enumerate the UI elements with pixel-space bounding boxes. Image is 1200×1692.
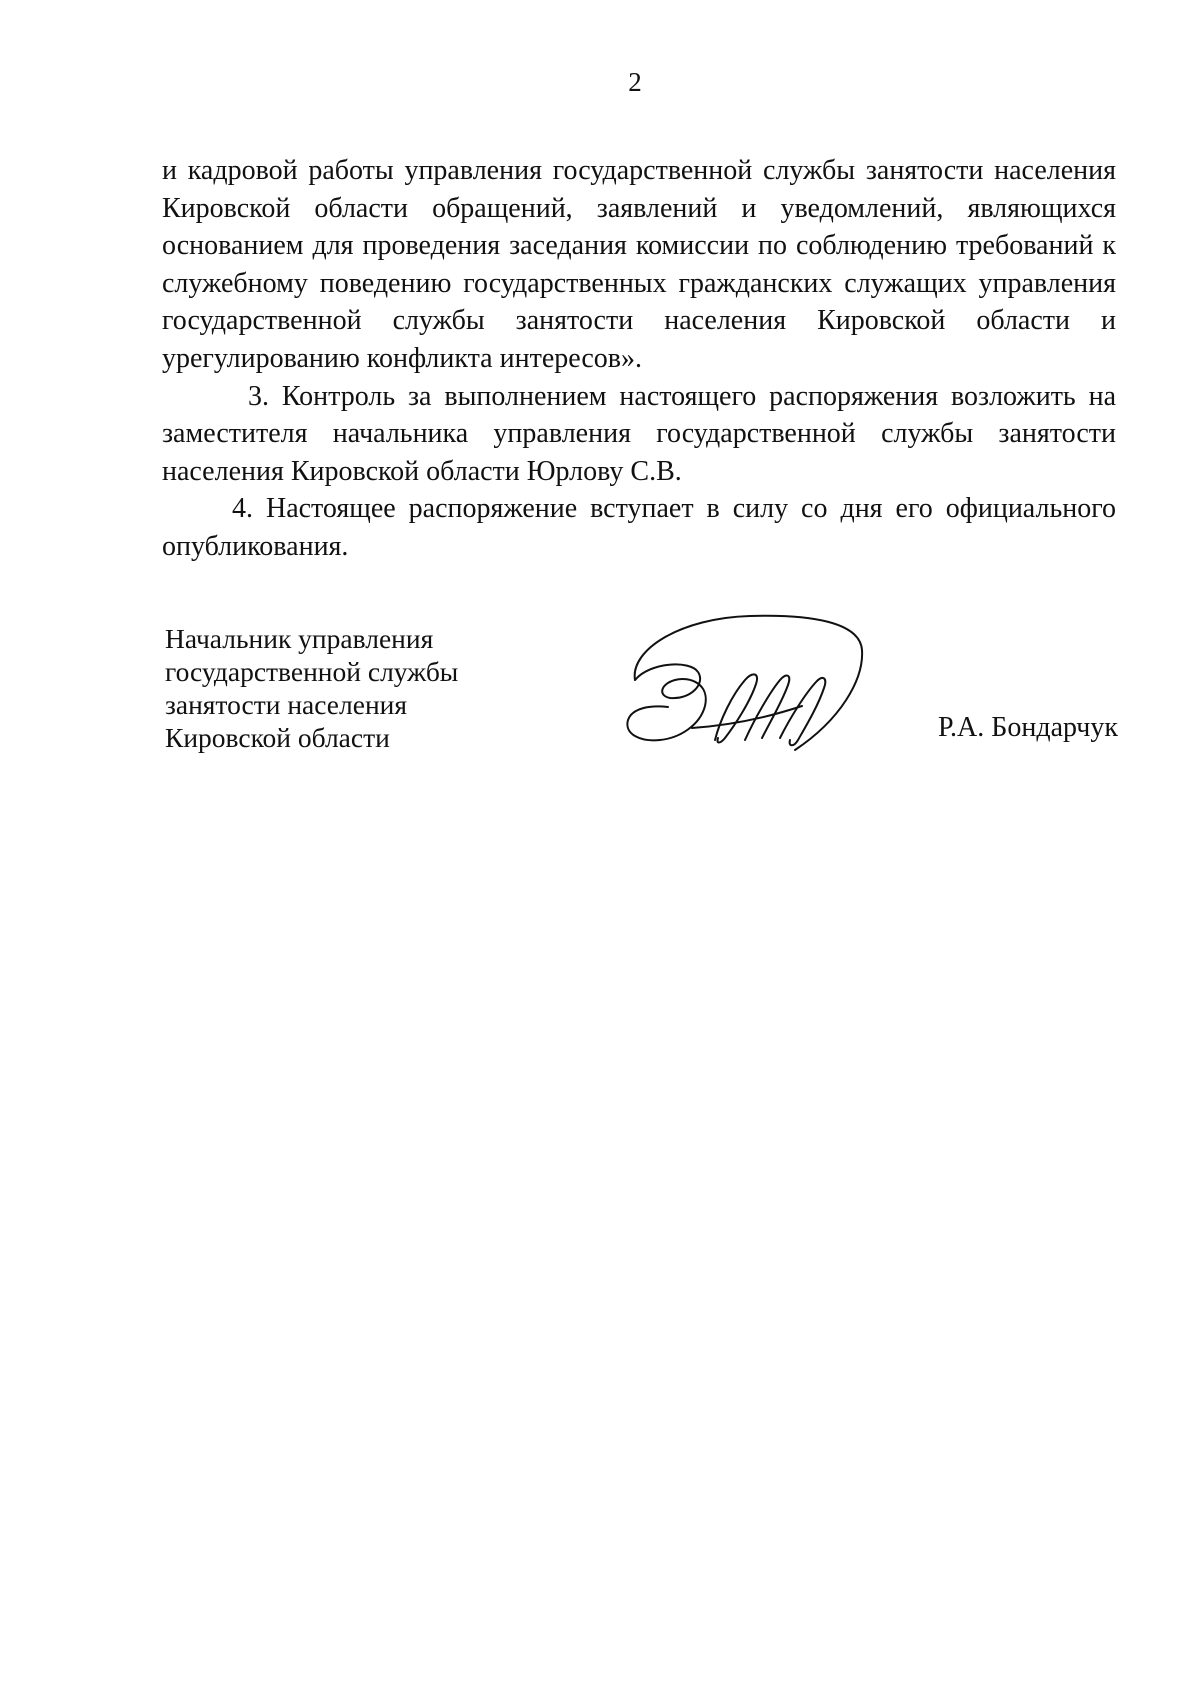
handwritten-signature — [620, 610, 870, 760]
signatory-title-line: занятости населения — [165, 689, 408, 720]
signatory-title — [165, 622, 458, 754]
paragraph-item-3: 3. Контроль за выполнением настоящего распоряжения возложить на заместителя начальника управления государственной службы занятости населения Кировской области Юрлову С.В. — [162, 380, 1116, 487]
signatory-title-line: государственной службы — [165, 656, 459, 687]
page-number: 2 — [628, 67, 642, 97]
document-body — [162, 152, 1116, 566]
paragraph-item-4: 4. Настоящее распоряжение вступает в силу со дня его официального опубликования. — [162, 493, 1116, 562]
signatory-title-line: Начальник управления — [165, 623, 434, 654]
paragraph-continuation: и кадровой работы управления государственной службы занятости населения Кировской области обращений, заявлений и уведомлений, являющихся основанием для проведения заседания комиссии по соблюдению требований к служебному поведению государственных гражданских служащих управления государственной службы занятости населения Кировской области и урегулированию конфликта интересов». — [162, 155, 1116, 374]
signatory-title-line: Кировской области — [165, 722, 390, 753]
signatory-name: Р.А. Бондарчук — [937, 712, 1118, 743]
